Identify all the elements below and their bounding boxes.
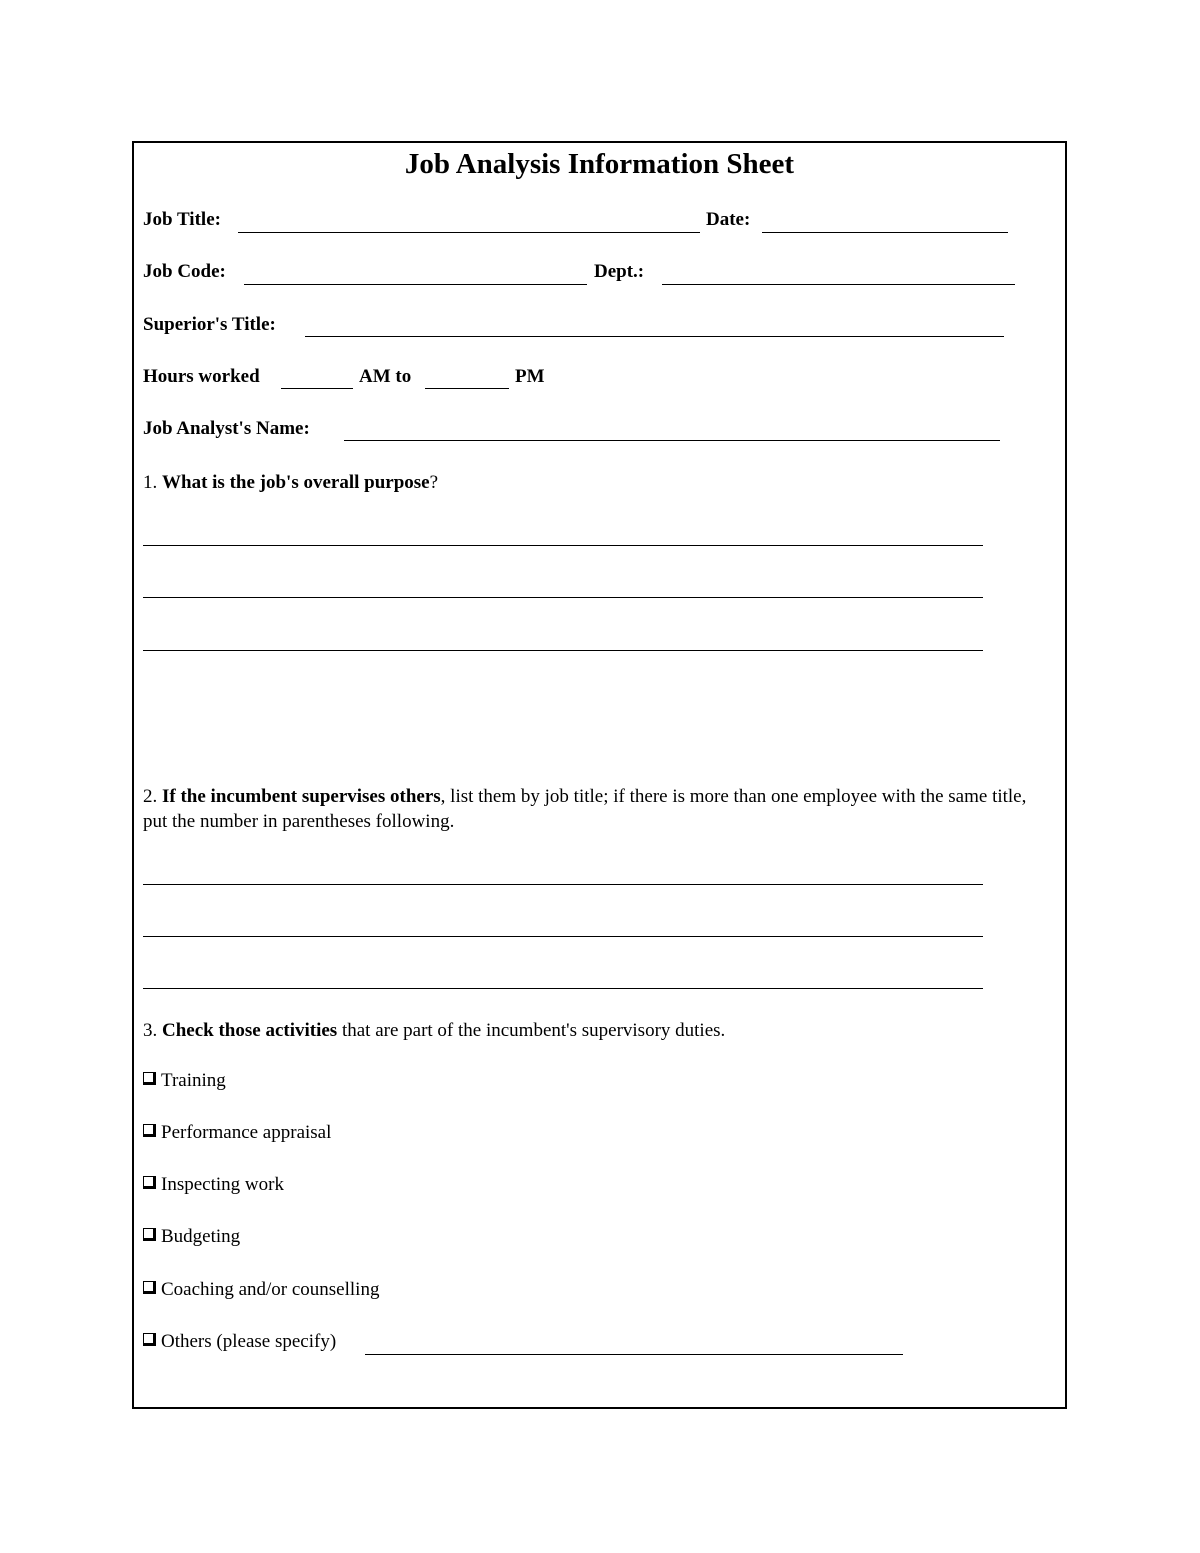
answer-2-line-3[interactable]: [143, 988, 983, 989]
answer-2-line-2[interactable]: [143, 936, 983, 937]
option-performance-appraisal[interactable]: [143, 1122, 331, 1144]
others-specify-field[interactable]: [365, 1354, 903, 1355]
answer-1-line-2[interactable]: [143, 597, 983, 598]
checkbox-icon[interactable]: [143, 1281, 156, 1294]
option-label: Inspecting work: [161, 1174, 284, 1195]
am-to-label: AM to: [359, 366, 412, 387]
question-1-rest: ?: [429, 472, 439, 493]
checkbox-icon[interactable]: [143, 1333, 156, 1346]
checkbox-icon[interactable]: [143, 1228, 156, 1241]
job-title-field[interactable]: [238, 232, 700, 233]
checkbox-icon[interactable]: [143, 1176, 156, 1189]
question-2: [143, 784, 1055, 834]
hours-end-field[interactable]: [425, 388, 509, 389]
hours-worked-label: Hours worked: [143, 366, 260, 387]
question-3-bold: Check those activities: [162, 1020, 338, 1041]
option-others[interactable]: [143, 1331, 336, 1353]
option-coaching-counselling[interactable]: [143, 1279, 379, 1301]
option-inspecting-work[interactable]: [143, 1174, 284, 1196]
option-label: Performance appraisal: [161, 1122, 332, 1143]
job-analysis-form: [132, 141, 1067, 1409]
answer-1-line-3[interactable]: [143, 650, 983, 651]
question-2-rest: , list them by job title; if there is more than one employee with the same title, put the number in parentheses following.: [143, 786, 1027, 832]
superior-title-field[interactable]: [305, 336, 1004, 337]
dept-label: Dept.:: [594, 261, 645, 282]
answer-1-line-1[interactable]: [143, 545, 983, 546]
answer-2-line-1[interactable]: [143, 884, 983, 885]
question-1-bold: What is the job's overall purpose: [162, 472, 430, 493]
checkbox-icon[interactable]: [143, 1072, 156, 1085]
dept-field[interactable]: [662, 284, 1015, 285]
question-3-number: 3.: [143, 1020, 158, 1041]
option-label: Training: [161, 1070, 226, 1091]
job-code-label: Job Code:: [143, 261, 226, 282]
question-1-number: 1.: [143, 472, 158, 493]
analyst-name-label: Job Analyst's Name:: [143, 418, 310, 439]
option-label: Others (please specify): [161, 1331, 337, 1352]
pm-label: PM: [515, 366, 545, 387]
question-2-number: 2.: [143, 786, 158, 807]
question-3: [143, 1018, 1055, 1043]
option-budgeting[interactable]: [143, 1226, 240, 1248]
superior-title-label: Superior's Title:: [143, 314, 276, 335]
date-label: Date:: [706, 209, 751, 230]
question-3-rest: that are part of the incumbent's supervisory duties.: [337, 1020, 726, 1041]
option-label: Budgeting: [161, 1226, 241, 1247]
checkbox-icon[interactable]: [143, 1124, 156, 1137]
job-code-field[interactable]: [244, 284, 587, 285]
date-field[interactable]: [762, 232, 1008, 233]
hours-start-field[interactable]: [281, 388, 353, 389]
question-2-bold: If the incumbent supervises others: [162, 786, 441, 807]
question-1: [143, 470, 1055, 495]
option-training[interactable]: [143, 1070, 226, 1092]
job-title-label: Job Title:: [143, 209, 221, 230]
page-title: Job Analysis Information Sheet: [404, 148, 795, 180]
option-label: Coaching and/or counselling: [161, 1279, 380, 1300]
analyst-name-field[interactable]: [344, 440, 1000, 441]
